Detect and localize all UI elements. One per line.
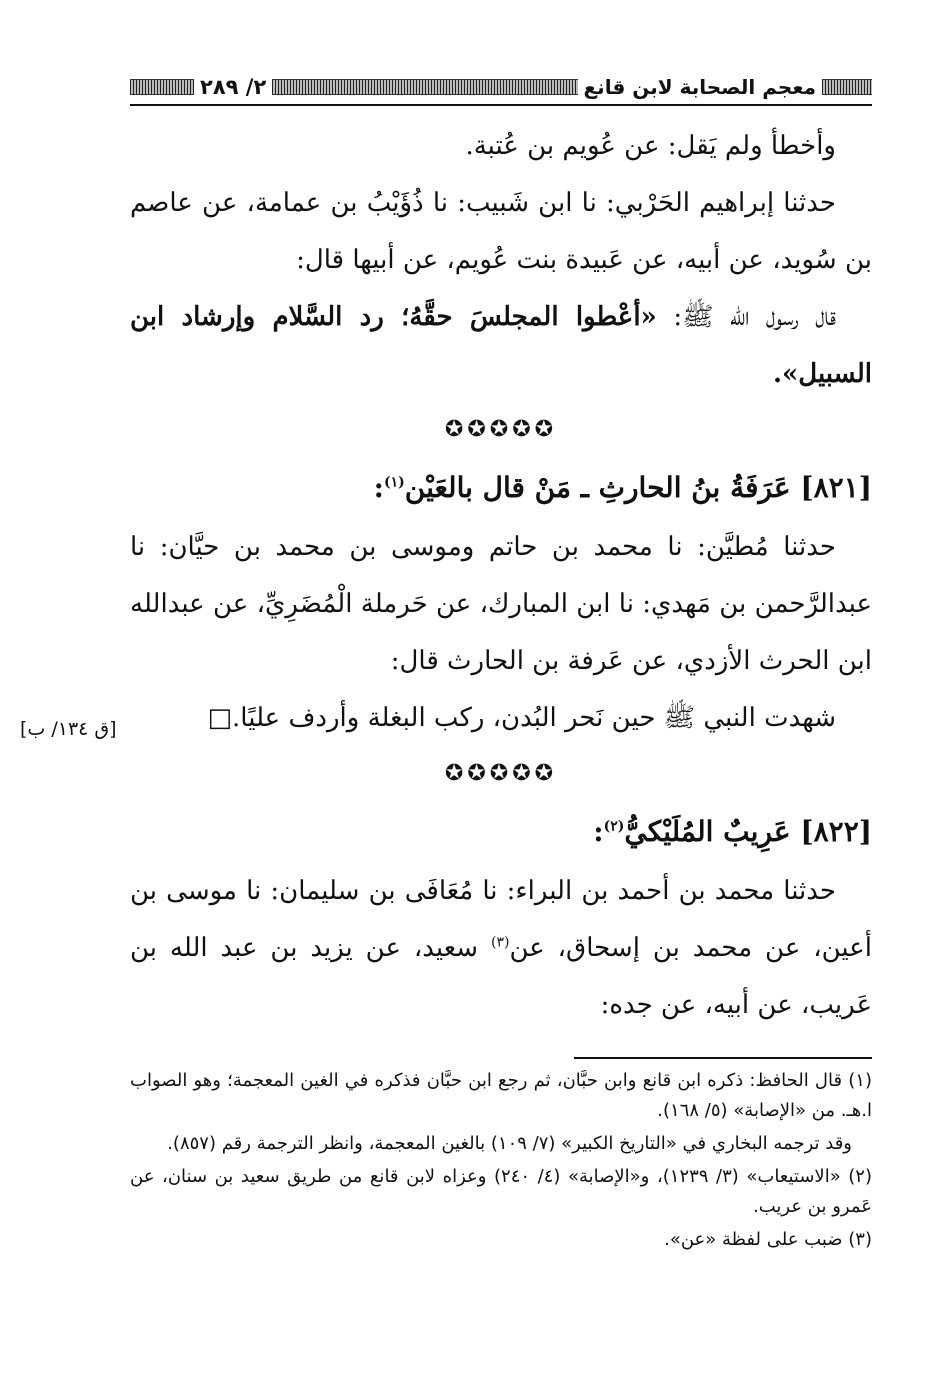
section-divider-1: ✪✪✪✪✪ (444, 417, 558, 442)
paragraph-6-part-a: حدثنا محمد بن أحمد بن البراء: نا مُعَافَى بن سليمان: نا موسى بن أعين، عن محمد بن إسحاق، عن (130, 876, 873, 963)
manuscript-folio-note: [ق ١٣٤/ ب] (20, 718, 117, 740)
hadith-quote: «أعْطوا المجلسَ حقَّهُ؛ رد السَّلام وإرشاد ابن السبيل». (130, 302, 872, 389)
paragraph-1: وأخطأ ولم يَقل: عن عُويم بن عُتبة. (465, 131, 836, 161)
paragraph-3-lead: قال رسول الله ﷺ: (656, 302, 837, 332)
footnote-ref-3: (٣) (491, 934, 510, 951)
running-header (130, 70, 872, 104)
header-rule (130, 104, 872, 106)
paragraph-6 (130, 863, 872, 1034)
paragraph-4: حدثنا مُطيَّن: نا محمد بن حاتم وموسى بن محمد بن حيَّان: نا عبدالرَّحمن بن مَهدي: نا ابن المبارك، عن حَرملة الْمُضَرِيِّ، عن عبدالله ابن الحرث الأزدي، عن عَرفة بن الحارث قال: (130, 532, 872, 676)
entry-heading-821 (130, 457, 872, 519)
footnote-ref-1: (١) (384, 474, 405, 491)
footnote-ref-2: (٢) (603, 818, 625, 835)
footnote-rule (574, 1057, 872, 1059)
header-ornament-right (822, 79, 872, 95)
paragraph-2: حدثنا إبراهيم الحَرْبي: نا ابن شَبيب: نا ذُؤَيْبُ بن عمامة، عن عاصم بن سُويد، عن أبيه، عن عَبيدة بنت عُويم، عن أبيها قال: (130, 188, 872, 275)
header-ornament-left (130, 79, 194, 95)
entry-822-colon: : (593, 815, 604, 848)
paragraph-3 (130, 289, 872, 403)
paragraph-6-part-b: سعيد، عن يزيد بن عبد الله بن عَريب، عن أبيه، عن جده: (130, 933, 872, 1020)
footnote-1-continued: وقد ترجمه البخاري في «التاريخ الكبير» (٧/ ١٠٩) بالغين المعجمة، وانظر الترجمة رقم (٨٥٧). (167, 1133, 852, 1154)
section-divider-2: ✪✪✪✪✪ (444, 761, 558, 786)
entry-822-title: [٨٢٢] عَرِيبٌ المُلَيْكيُّ (624, 815, 872, 848)
page-number: ٢/ ٢٨٩ (200, 75, 267, 99)
header-ornament-middle (272, 79, 577, 95)
footnote-3: (٣) ضبب على لفظة «عن». (664, 1229, 872, 1250)
footnotes (130, 1066, 872, 1258)
entry-heading-822 (130, 801, 872, 863)
book-title: معجم الصحابة لابن قانع (583, 75, 816, 99)
entry-821-colon: : (373, 471, 384, 504)
main-text (130, 118, 872, 1034)
footnote-1: (١) قال الحافظ: ذكره ابن قانع وابن حبَّان، ثم رجع ابن حبَّان فذكره في الغين المعجمة؛ وهو الصواب ا.هـ. من «الإصابة» (٥/ ١٦٨). (130, 1070, 872, 1121)
paragraph-5: شهدت النبي ﷺ حين نَحر البُدن، ركب البغلة وأردف عليًا.□ (207, 703, 836, 733)
footnote-2: (٢) «الاستيعاب» (٣/ ١٢٣٩)، و«الإصابة» (٤/ ٢٤٠) وعزاه لابن قانع من طريق سعيد بن سنان، عن عَمرو بن عريب. (130, 1166, 872, 1217)
entry-821-title: [٨٢١] عَرَفَةُ بنُ الحارثِ ـ مَنْ قال بالعَيْن (404, 471, 872, 504)
